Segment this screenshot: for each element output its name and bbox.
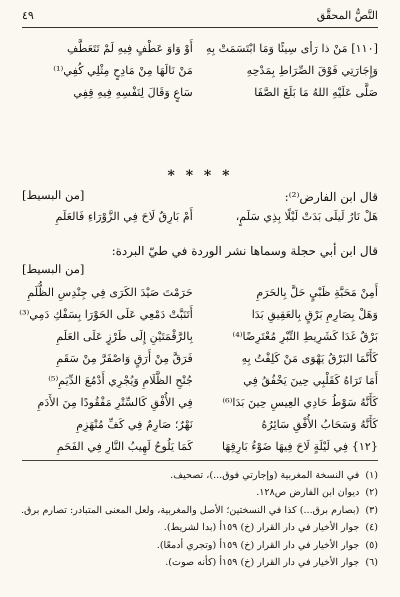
verse-hemistich-second: سَاعٍ وَقَالَ لِنَفْسِهِ فِيهِ قِفِي	[73, 86, 193, 99]
footnote-text: (بصارم برق...) كذا في النسختين؛ الأصل والمغربية، ولعل المعنى المتبادر: تصارم برق.	[20, 504, 360, 516]
footnote-number: (٢)	[365, 487, 378, 499]
poem-section-3	[19, 282, 378, 458]
verse-line	[22, 348, 378, 370]
footnote	[22, 484, 378, 501]
footnote-number: (١)	[365, 470, 378, 481]
verse-hemistich-first: وَهَلْ بِصَارِمِ بَرْقٍ بِالعَقِيقِ بَدَا	[251, 308, 378, 321]
verse-hemistich-first: كَأَنَّهُ وَسَحَابُ الأُفْقِ سَائِرُهُ	[261, 418, 378, 431]
section-2-intro: قال ابن الفارض⁽²⁾:	[284, 190, 378, 204]
verse-hemistich-first: بَرْقٌ غَدَا كَشَرِيطِ التِّبْرِ مُعْتَرِضًا⁽⁴⁾	[232, 330, 378, 343]
verse-hemistich-second: بِالرَّقْمَتَيْنِ إِلَى طَرْزٍ عَلَى العَلَمِ	[56, 330, 193, 343]
verse-hemistich-first: أَمِنْ مَحَبَّةِ ظَبْيٍ حَلَّ بِالحَرَمِ	[256, 286, 378, 299]
meter-label: [من البسيط]	[22, 262, 85, 276]
verse-hemistich-first: وَإِجَارَتِي فَوْقَ الصِّرَاطِ بِمَدْحِهِ	[246, 64, 378, 77]
verse-line	[22, 436, 378, 458]
verse-hemistich-first: {١٢} فِي لَيْلَةٍ لَاحَ فِيهَا ضَوْءُ بَارِقِهَا	[221, 440, 378, 453]
verse-hemistich-second: نَهْرٌ؛ صَارِمٌ فِي كَفِّ مُنْهَزِمِ	[76, 418, 193, 431]
page-header	[22, 7, 378, 28]
footnote-number: (٣)	[365, 504, 378, 516]
verse-line	[22, 60, 378, 82]
verse-hemistich-second: حَرَمْتَ صَيْدَ الكَرَى فِي جِنْدِسِ الظُّلَمِ	[27, 286, 193, 299]
footnote-number: (٦)	[365, 557, 378, 569]
verse-line	[22, 82, 378, 104]
verse-hemistich-first: كَأَنَّمَا البَرْقُ يَهْوَى مَنْ كَلِفْتُ بِهِ	[241, 352, 378, 365]
verse-hemistich-second: فَرَقَّ مِنْ أَرَقٍ وَاصْفَرَّ مِنْ سَقَمِ	[56, 352, 193, 365]
footnote	[22, 537, 378, 554]
verse-hemistich-second: جُنْحِ الظَّلَامِ وَيُجْرِي أَدْمُعَ الدِّيَمِ⁽⁵⁾	[48, 374, 193, 387]
verse-hemistich-first: هَلْ نَارُ لَيلَى بَدَتْ لَيْلًا بِذِي سَلَمٍ،	[235, 210, 378, 223]
verse-line	[22, 206, 378, 228]
verse-hemistich-first: أَمَا تَرَاهُ كَقَلْبِي حِينَ يَخْفُقُ فِي	[243, 374, 378, 387]
running-title: النَّصُّ المحقَّق	[316, 9, 378, 22]
poem-section-1	[22, 38, 378, 104]
verse-hemistich-first: كَأَنَّهُ سَوْطُ حَادِي العِيسِ حِينَ بَدَا⁽⁶⁾	[222, 396, 378, 409]
verse-hemistich-second: أَتَنَبَّتْ دَمْعِي عَلَى الحَوْرَا بِسَفْكِ دَمِي⁽³⁾	[19, 308, 193, 321]
footnote-number: (٤)	[365, 522, 378, 534]
verse-hemistich-first: [١١٠] مَنْ ذا رَأى سِيئًا وَمَا ابْتَسَمَتْ بِهِ	[205, 42, 378, 55]
footnote-text: جوار الأخيار في دار القرار (خ) ١٥٩أ (وتجري أدمعًا).	[156, 539, 360, 551]
verse-hemistich-second: مَنْ نَالَهَا مِنْ مَادِحٍ مِثْلِي كُفِي⁽¹⁾	[53, 64, 193, 77]
verse-hemistich-second: كَمَا يَلُوحُ لَهِيبُ النَّارِ فِي الفَحَمِ	[56, 440, 193, 453]
verse-line	[22, 282, 378, 304]
footnote-text: جوار الأخيار في دار القرار (خ) ١٥٩أ (بدا لشريط).	[163, 522, 360, 534]
verse-line	[22, 414, 378, 436]
footnote	[22, 554, 378, 571]
verse-line	[22, 392, 378, 414]
footnote	[22, 519, 378, 536]
verse-hemistich-second: أَوْ وَاوَ عَطْفٍ فِيهِ لَمْ تَتَعَطَّفِ	[67, 42, 193, 55]
verse-line	[22, 326, 378, 348]
verse-line	[22, 370, 378, 392]
footnote-text: ديوان ابن الفارض ص١٢٨.	[256, 487, 360, 499]
page-number: ٤٩	[22, 9, 34, 22]
verse-line	[22, 38, 378, 60]
verse-hemistich-second: فِي الأُفْقِ كَالسِّتْرِ مَفْقُودًا مِنَ الأَدَمِ	[37, 396, 193, 409]
footnote-number: (٥)	[365, 539, 378, 551]
book-page	[19, 0, 378, 597]
meter-label: [من البسيط]	[22, 188, 85, 202]
footnote-text: في النسخة المغربية (وإجارتي فوق...)، تصحيف.	[170, 470, 360, 481]
verse-line	[19, 304, 378, 326]
footnote	[22, 502, 378, 519]
verse-hemistich-first: صَلَّى عَلَيْهِ اللهُ مَا بَلَغَ الصَّفَا	[254, 86, 378, 99]
footnotes	[22, 460, 378, 571]
footnote-text: جوار الأخيار في دار القرار (خ) ١٥٩أ (كأنه صوت).	[165, 557, 360, 569]
verse-hemistich-second: أَمْ بَارِقٌ لَاحَ فِي الزَّوْرَاءِ فَالعَلَمِ	[55, 210, 193, 223]
section-divider-ornament: * * * *	[167, 168, 233, 184]
section-3-intro: قال ابن أبي حجلة وسماها نشر الوردة في طيّ البردة:	[111, 244, 378, 258]
poem-section-2	[22, 206, 378, 228]
footnote	[22, 467, 378, 484]
